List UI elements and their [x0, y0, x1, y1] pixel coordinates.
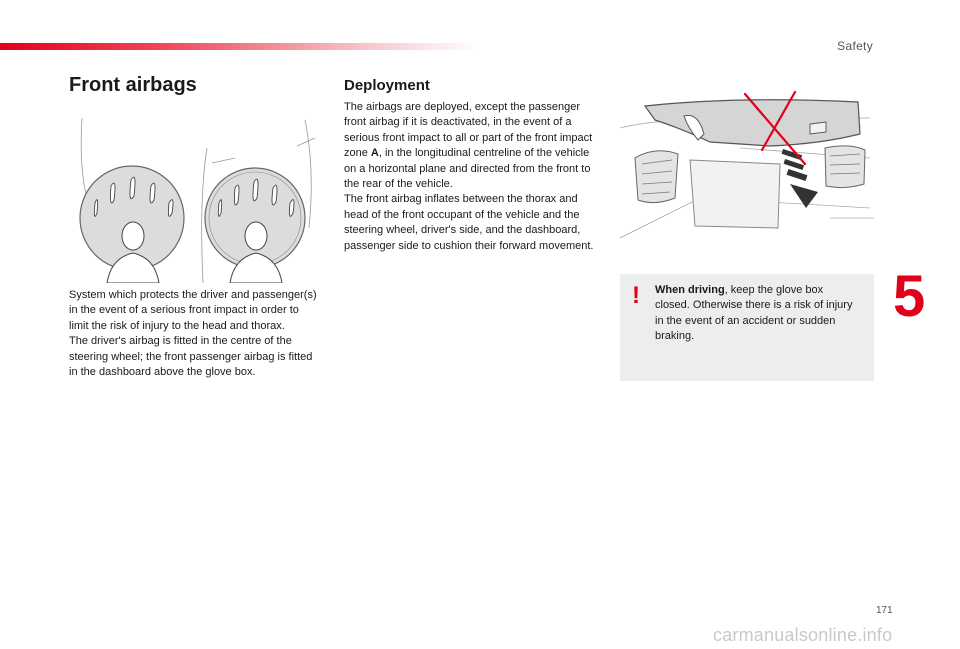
section-label: Safety: [837, 39, 873, 53]
deployment-paragraph-1: The airbags are deployed, except the passenger front airbag if it is deactivated, in the event of a serious front impact to all or part of the front impact zone A, in the longitudinal centreline of the vehicle on a horizontal plane and directed from the front to the rear of the vehicle.: [344, 101, 593, 191]
page-number: 171: [876, 605, 893, 616]
warning-text: When driving, keep the glove box closed. Otherwise there is a risk of injury in the event of an accident or sudden braking.: [655, 284, 853, 343]
watermark: carmanualsonline.info: [713, 625, 893, 645]
deployment-heading: Deployment: [344, 77, 430, 94]
airbag-illustration: [77, 108, 317, 283]
exclamation-icon: !: [632, 282, 640, 309]
chapter-number: 5: [893, 264, 926, 329]
intro-paragraph-2: The driver's airbag is fitted in the centre of the steering wheel; the front passenger airbag is fitted in the dashboard above the glove box.: [69, 335, 313, 379]
page-title: Front airbags: [69, 74, 197, 96]
deployment-paragraph-2: The front airbag inflates between the thorax and head of the front occupant of the vehicle and the steering wheel, driver's side, and the dashboard, passenger side to cushion their forward movement.: [344, 193, 594, 252]
intro-paragraph-1: System which protects the driver and passenger(s) in the event of a serious front impact in order to limit the risk of injury to the head and thorax.: [69, 289, 317, 332]
warning-box: [620, 274, 874, 381]
glove-box-illustration: [620, 88, 874, 252]
intro-text: [69, 288, 321, 380]
header-accent-bar: [0, 43, 480, 50]
deployment-text: [344, 100, 596, 254]
